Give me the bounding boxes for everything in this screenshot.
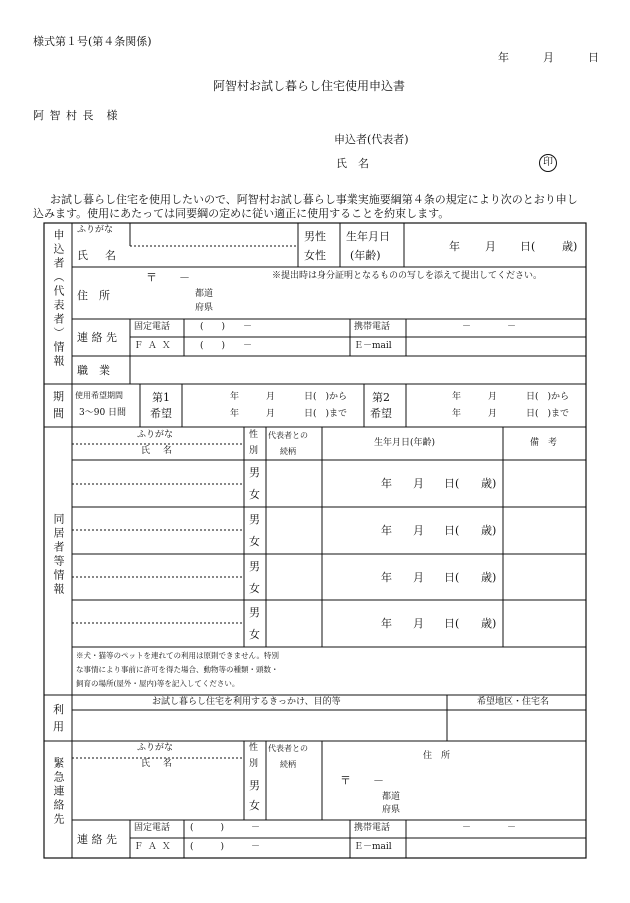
age-label: (年齢) (350, 249, 381, 262)
relation-header-1: 代表者との (268, 431, 308, 440)
emergency-phone-value[interactable]: ( ) － (190, 823, 261, 833)
emergency-phone-label: 固定電話 (134, 823, 171, 833)
second-from-month: 月 (488, 392, 498, 402)
emergency-female[interactable]: 女 (249, 799, 260, 812)
cohabitant-2-year: 年 (381, 524, 392, 537)
applicant-name-label: 氏 名 (336, 157, 369, 170)
cohabitant-name-header: 氏 名 (141, 446, 175, 456)
first-choice-label-1: 第1 (152, 391, 170, 404)
applicant-section-label: 申込者（代表者）情報 (52, 229, 65, 369)
birth-year: 年 (449, 240, 460, 253)
mobile-label: 携帯電話 (354, 322, 391, 332)
cohabitants-section-label: 同居者等情報 (52, 513, 65, 597)
second-choice-label-2: 希望 (370, 407, 392, 420)
cohabitant-4-female[interactable]: 女 (249, 628, 260, 641)
cohabitant-4-day: 日( (444, 617, 460, 630)
applicant-name-label: 氏 名 (77, 249, 119, 262)
desired-period-label: 使用希望期間 (75, 391, 123, 400)
period-range: 3～90 日間 (79, 408, 127, 418)
usage-label-1: 利 (53, 703, 64, 716)
cohabitant-3-day: 日( (444, 571, 460, 584)
emergency-sex-header-2: 別 (249, 759, 259, 769)
birth-header: 生年月日(年齢) (374, 438, 436, 448)
first-from-month: 月 (266, 392, 276, 402)
male-option[interactable]: 男性 (304, 230, 326, 243)
fax-label: Ｆ Ａ Ｘ (134, 341, 172, 351)
applicant-label: 申込者(代表者) (334, 133, 409, 146)
date-day-label: 日 (588, 51, 599, 64)
emergency-relation-header-2: 続柄 (280, 760, 296, 769)
remarks-header: 備 考 (530, 438, 558, 448)
id-note: ※提出時は身分証明となるものの写しを添えて提出してください。 (272, 271, 543, 281)
mobile-value[interactable]: － － (462, 322, 517, 332)
second-choice-label-1: 第2 (372, 391, 390, 404)
postal-mark[interactable]: 〒 － (146, 271, 190, 284)
birth-day: 日( (520, 240, 536, 253)
form-number: 様式第１号(第４条関係) (33, 35, 152, 48)
pet-note-line-2: な事情により事前に許可を得た場合、動物等の種類・頭数・ (76, 665, 279, 674)
prefecture-label-1: 都道 (195, 289, 214, 299)
pet-note-line-1: ※犬・猫等のペットを連れての利用は原則できません。特別 (76, 651, 279, 660)
intro-line-1: お試し暮らし住宅を使用したいので、阿智村お試し暮らし事業実施要綱第４条の規定により次のとおり申し (50, 193, 578, 206)
cohabitant-2-male[interactable]: 男 (249, 513, 260, 526)
cohabitant-2-age: 歳) (481, 524, 497, 537)
desired-area-header: 希望地区・住宅名 (477, 697, 550, 707)
birth-month: 月 (485, 240, 496, 253)
email-label: Ｅ－mail (354, 341, 392, 351)
emergency-mobile-value[interactable]: － － (462, 823, 517, 833)
intro-line-2: 込みます。使用にあたっては同要綱の定めに従い適正に使用することを約束します。 (33, 207, 450, 220)
cohabitant-3-male[interactable]: 男 (249, 560, 260, 573)
birth-label: 生年月日 (346, 230, 390, 243)
prefecture-label-2: 府県 (195, 303, 214, 313)
addressee: 阿 智 村 長 様 (33, 109, 119, 122)
cohabitant-4-age: 歳) (481, 617, 497, 630)
form-title: 阿智村お試し暮らし住宅使用申込書 (213, 79, 406, 93)
first-from-day: 日( )から (304, 392, 348, 402)
usage-reason-header: お試し暮らし住宅を利用するきっかけ、目的等 (152, 697, 341, 707)
first-choice-label-2: 希望 (150, 407, 172, 420)
female-option[interactable]: 女性 (304, 249, 326, 262)
emergency-section-label: 緊急連絡先 (52, 757, 65, 827)
emergency-email-label: Ｅ－mail (354, 842, 392, 852)
date-year-label: 年 (498, 51, 509, 64)
cohabitant-1-day: 日( (444, 477, 460, 490)
seal-mark: 印 (539, 154, 557, 172)
phone-value[interactable]: ( ) － (200, 322, 253, 332)
pet-note-line-3: 飼育の場所(屋外・屋内)等を記入してください。 (76, 679, 240, 688)
job-label: 職 業 (77, 364, 110, 377)
contact-label: 連 絡 先 (77, 331, 117, 344)
emergency-name-header: 氏 名 (141, 759, 175, 769)
fax-value[interactable]: ( ) － (200, 341, 253, 351)
period-label-2: 間 (53, 407, 64, 420)
emergency-pref-2: 府県 (382, 805, 401, 815)
emergency-mobile-label: 携帯電話 (354, 823, 391, 833)
second-from-year: 年 (452, 392, 462, 402)
first-to-year: 年 (230, 409, 240, 419)
address-label: 住 所 (77, 289, 110, 302)
cohabitant-1-year: 年 (381, 477, 392, 490)
cohabitant-1-month: 月 (413, 477, 424, 490)
cohabitant-4-year: 年 (381, 617, 392, 630)
emergency-pref-1: 都道 (382, 792, 401, 802)
cohabitant-2-day: 日( (444, 524, 460, 537)
cohabitant-1-male[interactable]: 男 (249, 466, 260, 479)
emergency-furigana-header: ふりがな (137, 743, 174, 753)
first-from-year: 年 (230, 392, 240, 402)
emergency-fax-label: Ｆ Ａ Ｘ (134, 842, 172, 852)
sex-header-2: 別 (249, 446, 259, 456)
cohabitant-3-month: 月 (413, 571, 424, 584)
cohabitant-2-female[interactable]: 女 (249, 535, 260, 548)
second-to-month: 月 (488, 409, 498, 419)
emergency-postal[interactable]: 〒 － (340, 774, 384, 787)
birth-age: 歳) (562, 240, 578, 253)
second-to-day: 日( )まで (526, 409, 570, 419)
cohabitant-2-month: 月 (413, 524, 424, 537)
cohabitant-furigana-header: ふりがな (137, 430, 174, 440)
emergency-male[interactable]: 男 (249, 779, 260, 792)
date-month-label: 月 (543, 51, 554, 64)
usage-label-2: 用 (53, 720, 64, 733)
second-from-day: 日( )から (526, 392, 570, 402)
phone-label: 固定電話 (134, 322, 171, 332)
second-to-year: 年 (452, 409, 462, 419)
first-to-day: 日( )まで (304, 409, 348, 419)
emergency-relation-header-1: 代表者との (268, 744, 308, 753)
emergency-address-header: 住 所 (423, 751, 451, 761)
emergency-fax-value[interactable]: ( ) － (190, 842, 261, 852)
cohabitant-3-age: 歳) (481, 571, 497, 584)
cohabitant-1-age: 歳) (481, 477, 497, 490)
period-label-1: 期 (53, 390, 64, 403)
cohabitant-1-female[interactable]: 女 (249, 488, 260, 501)
emergency-sex-header-1: 性 (249, 743, 259, 753)
relation-header-2: 続柄 (280, 447, 296, 456)
first-to-month: 月 (266, 409, 276, 419)
sex-header-1: 性 (249, 430, 259, 440)
cohabitant-4-month: 月 (413, 617, 424, 630)
cohabitant-3-female[interactable]: 女 (249, 582, 260, 595)
cohabitant-3-year: 年 (381, 571, 392, 584)
cohabitant-4-male[interactable]: 男 (249, 606, 260, 619)
emergency-contact-label: 連 絡 先 (77, 833, 117, 846)
applicant-furigana-label: ふりがな (77, 225, 114, 235)
